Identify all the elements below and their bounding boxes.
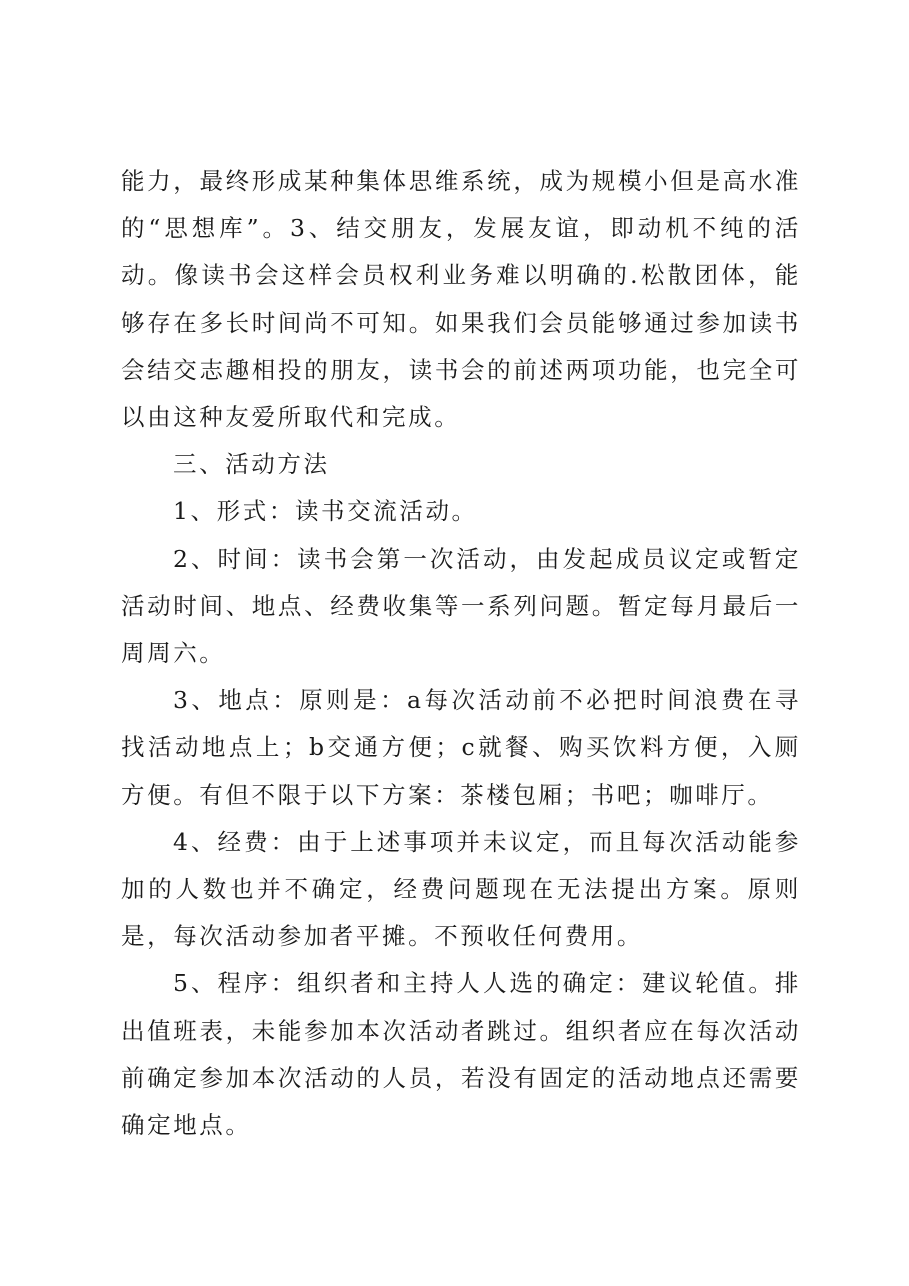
paragraph-time: 2、时间：读书会第一次活动，由发起成员议定或暂定活动时间、地点、经费收集等一系列问题。暂定每月最后一周周六。 (121, 544, 801, 668)
document-body (121, 158, 801, 1149)
section-heading-activity-methods: 三、活动方法 (173, 450, 330, 479)
paragraph-continuation: 能力，最终形成某种集体思维系统，成为规模小但是高水准的“思想库”。3、结交朋友，发展友谊，即动机不纯的活动。像读书会这样会员权利业务难以明确的.松散团体，能够存在多长时间尚不可知。如果我们会员能够通过参加读书会结交志趣相投的朋友，读书会的前述两项功能，也完全可以由这种友爱所取代和完成。 (121, 167, 801, 432)
paragraph-procedure: 5、程序：组织者和主持人人选的确定：建议轮值。排出值班表，未能参加本次活动者跳过。组织者应在每次活动前确定参加本次活动的人员，若没有固定的活动地点还需要确定地点。 (121, 969, 801, 1140)
paragraph-form: 1、形式：读书交流活动。 (173, 497, 478, 526)
paragraph-funding: 4、经费：由于上述事项并未议定，而且每次活动能参加的人数也并不确定，经费问题现在无法提出方案。原则是，每次活动参加者平摊。不预收任何费用。 (121, 827, 801, 951)
paragraph-location: 3、地点：原则是：a每次活动前不必把时间浪费在寻找活动地点上；b交通方便；c就餐、购买饮料方便，入厕方便。有但不限于以下方案：茶楼包厢；书吧；咖啡厅。 (121, 686, 801, 809)
